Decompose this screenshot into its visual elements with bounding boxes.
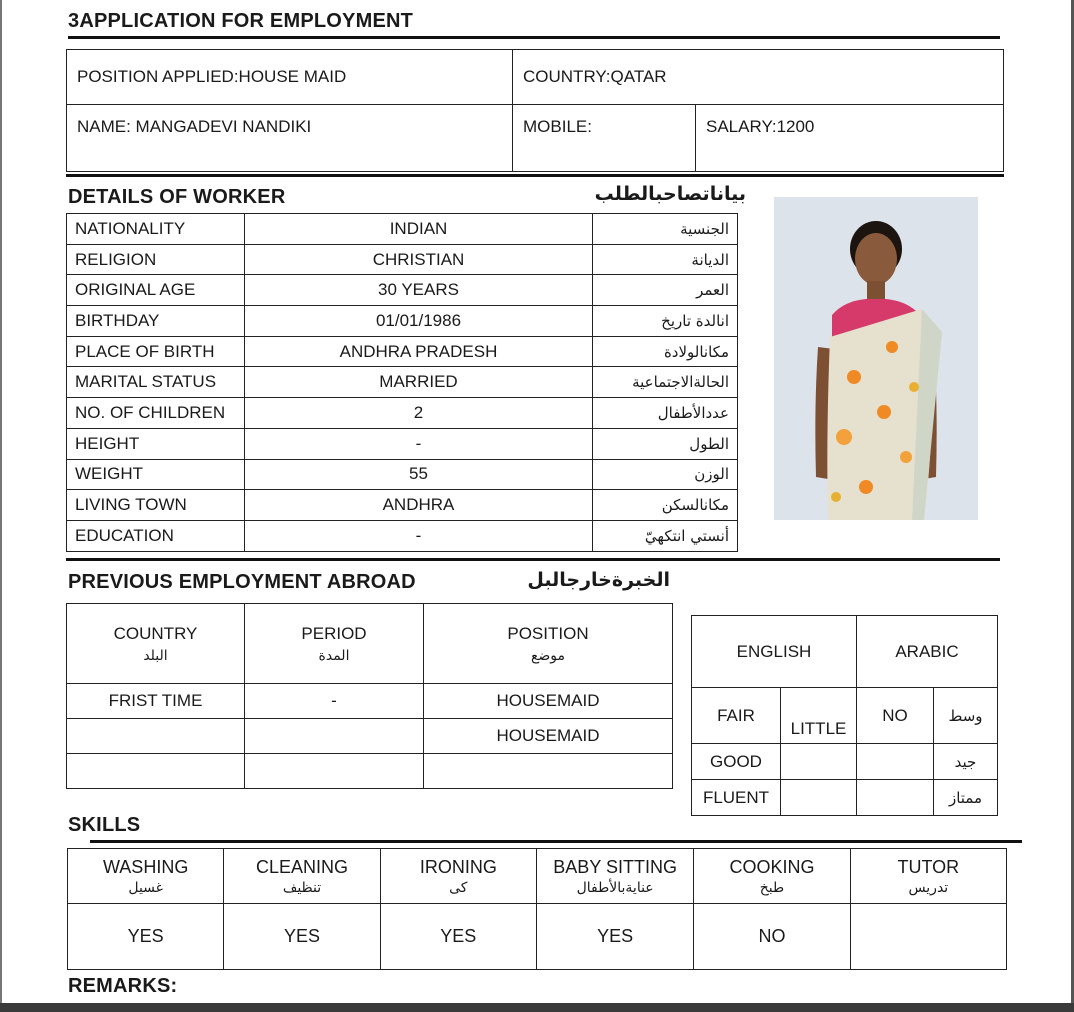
skill-value: YES (68, 904, 224, 970)
detail-label-arabic: الحالةالاجتماعية (593, 367, 738, 398)
employment-period: - (245, 684, 424, 719)
employment-country (67, 719, 245, 754)
detail-row (67, 336, 738, 367)
detail-row (67, 459, 738, 490)
skills-rule (90, 840, 1022, 843)
detail-row (67, 275, 738, 306)
worker-photo-illustration (774, 197, 978, 520)
detail-value: - (245, 520, 593, 551)
header-position: POSITION موضع (424, 604, 673, 684)
skill-value: NO (694, 904, 850, 970)
arabic-good-mark (857, 744, 934, 780)
detail-label: HEIGHT (67, 428, 245, 459)
detail-label: PLACE OF BIRTH (67, 336, 245, 367)
english-good: GOOD (692, 744, 781, 780)
detail-row (67, 214, 738, 245)
detail-row (67, 490, 738, 521)
detail-label-arabic: مكانالسكن (593, 490, 738, 521)
detail-row (67, 398, 738, 429)
employment-period (245, 719, 424, 754)
detail-value: - (245, 428, 593, 459)
english-fluent: FLUENT (692, 780, 781, 816)
detail-label-arabic: الجنسية (593, 214, 738, 245)
previous-employment-table (66, 603, 673, 789)
language-arabic: ARABIC (857, 616, 998, 688)
details-heading: DETAILS OF WORKER (68, 186, 286, 208)
detail-value: 2 (245, 398, 593, 429)
header-country: COUNTRY البلد (67, 604, 245, 684)
language-english: ENGLISH (692, 616, 857, 688)
detail-value: CHRISTIAN (245, 244, 593, 275)
detail-label-arabic: عددالأطفال (593, 398, 738, 429)
detail-label-arabic: انالدة تاريخ (593, 306, 738, 337)
detail-row (67, 306, 738, 337)
detail-label-arabic: أنستي انتكهيّ (593, 520, 738, 551)
arabic-fluent-mark (857, 780, 934, 816)
detail-value: INDIAN (245, 214, 593, 245)
employment-period (245, 754, 424, 789)
detail-value: 01/01/1986 (245, 306, 593, 337)
worker-photo (774, 197, 978, 520)
skills-heading: SKILLS (68, 814, 141, 836)
title-rule (68, 36, 1000, 39)
salary: SALARY:1200 (696, 105, 1004, 172)
detail-label: WEIGHT (67, 459, 245, 490)
country-applied: COUNTRY:QATAR (513, 50, 1004, 105)
arabic-no: NO (857, 688, 934, 744)
previous-employment-heading-arabic: الخبرةخارجالبل (527, 569, 670, 591)
detail-row (67, 428, 738, 459)
skill-value: YES (224, 904, 380, 970)
detail-label-arabic: الديانة (593, 244, 738, 275)
english-fluent-mark (781, 780, 857, 816)
detail-label-arabic: الوزن (593, 459, 738, 490)
detail-value: ANDHRA (245, 490, 593, 521)
arabic-fluent-label: ممتاز (934, 780, 998, 816)
skill-name: TUTOR تدريس (850, 849, 1006, 904)
detail-value: 55 (245, 459, 593, 490)
skills-table (67, 848, 1007, 970)
details-rule (66, 558, 1000, 561)
employment-position: HOUSEMAID (424, 684, 673, 719)
detail-value: ANDHRA PRADESH (245, 336, 593, 367)
detail-label: LIVING TOWN (67, 490, 245, 521)
detail-label-arabic: مكانالولادة (593, 336, 738, 367)
arabic-good-label: جيد (934, 744, 998, 780)
applicant-summary-table (66, 49, 1004, 172)
detail-label: NATIONALITY (67, 214, 245, 245)
detail-value: MARRIED (245, 367, 593, 398)
skill-value: YES (536, 904, 693, 970)
skill-name: WASHING غسيل (68, 849, 224, 904)
employment-country (67, 754, 245, 789)
employment-country: FRIST TIME (67, 684, 245, 719)
page-edge-left (0, 0, 2, 1012)
detail-label: EDUCATION (67, 520, 245, 551)
language-table (691, 615, 998, 816)
detail-row (67, 244, 738, 275)
detail-label: NO. OF CHILDREN (67, 398, 245, 429)
applicant-name: NAME: MANGADEVI NANDIKI (67, 105, 513, 172)
arabic-fair-label: وسط (934, 688, 998, 744)
details-heading-arabic: بياناتصاحبالطلب (594, 183, 746, 205)
skill-name: COOKING طبخ (694, 849, 850, 904)
detail-label: MARITAL STATUS (67, 367, 245, 398)
skill-name: IRONING کی (380, 849, 536, 904)
detail-label-arabic: الطول (593, 428, 738, 459)
form-title: 3APPLICATION FOR EMPLOYMENT (68, 10, 414, 32)
detail-label: ORIGINAL AGE (67, 275, 245, 306)
detail-label: RELIGION (67, 244, 245, 275)
worker-details-table (66, 213, 738, 552)
skill-name: CLEANING تنظيف (224, 849, 380, 904)
skill-value (850, 904, 1006, 970)
employment-position: HOUSEMAID (424, 719, 673, 754)
detail-label-arabic: العمر (593, 275, 738, 306)
top-rule (66, 174, 1004, 177)
english-little: LITTLE (781, 688, 857, 744)
skill-value: YES (380, 904, 536, 970)
english-good-mark (781, 744, 857, 780)
detail-row (67, 520, 738, 551)
detail-label: BIRTHDAY (67, 306, 245, 337)
detail-value: 30 YEARS (245, 275, 593, 306)
page-edge-bottom (0, 1003, 1074, 1012)
remarks-label: REMARKS: (68, 975, 178, 997)
mobile: MOBILE: (513, 105, 696, 172)
position-applied: POSITION APPLIED:HOUSE MAID (67, 50, 513, 105)
header-period: PERIOD المدة (245, 604, 424, 684)
employment-position (424, 754, 673, 789)
detail-row (67, 367, 738, 398)
previous-employment-heading: PREVIOUS EMPLOYMENT ABROAD (68, 571, 416, 593)
english-fair: FAIR (692, 688, 781, 744)
skill-name: BABY SITTING عنايةبالأطفال (536, 849, 693, 904)
